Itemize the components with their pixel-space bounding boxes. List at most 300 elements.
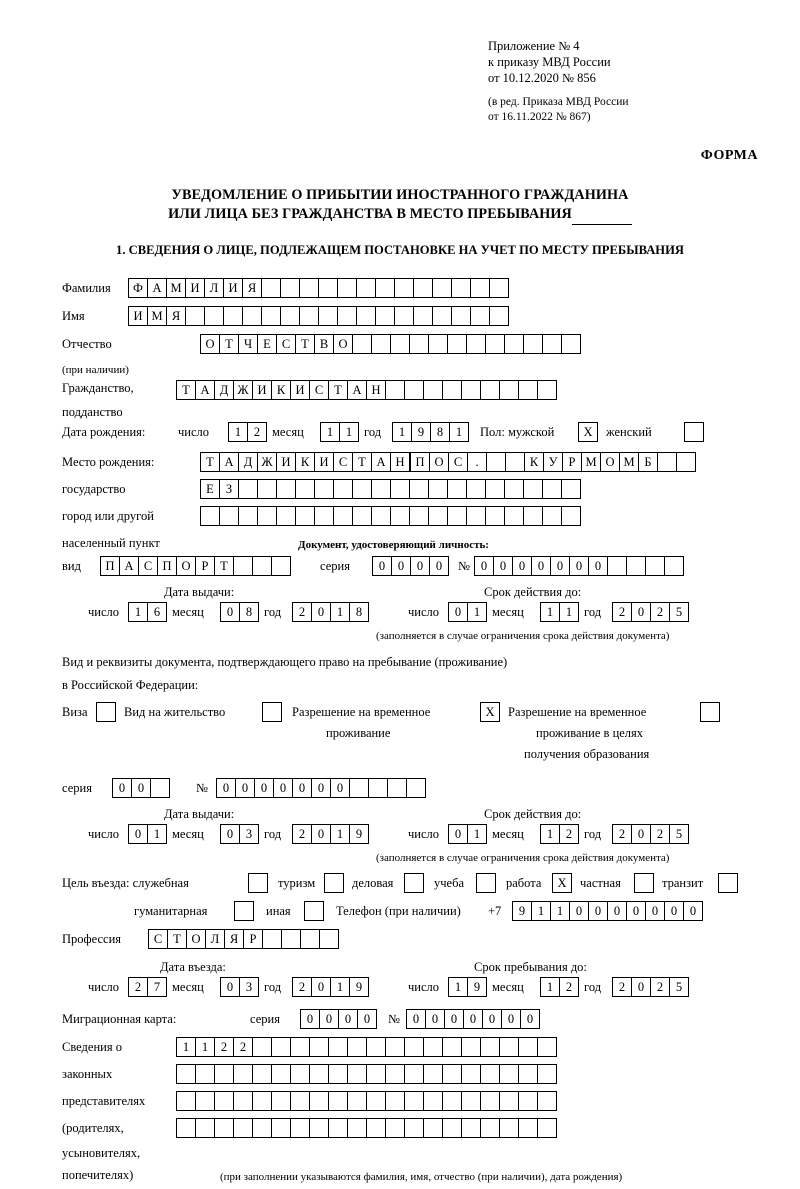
input-cell[interactable]: Т: [176, 380, 196, 400]
input-cell[interactable]: [404, 1064, 424, 1084]
input-cell[interactable]: [281, 929, 301, 949]
input-cell[interactable]: [295, 479, 315, 499]
input-cell[interactable]: [352, 479, 372, 499]
input-cell[interactable]: [328, 1091, 348, 1111]
input-cell[interactable]: [366, 1064, 386, 1084]
input-cell[interactable]: [442, 1091, 462, 1111]
input-cell[interactable]: Т: [219, 334, 239, 354]
field-entry-year[interactable]: [292, 977, 368, 997]
input-cell[interactable]: Т: [214, 556, 234, 576]
input-cell[interactable]: [537, 1091, 557, 1111]
input-cell[interactable]: [561, 334, 581, 354]
input-cell[interactable]: И: [128, 306, 148, 326]
field-purpose-humanitarian[interactable]: [234, 901, 253, 921]
input-cell[interactable]: 0: [444, 1009, 464, 1029]
field-patronymic[interactable]: [200, 334, 580, 354]
input-cell[interactable]: [375, 278, 395, 298]
input-cell[interactable]: [428, 334, 448, 354]
input-cell[interactable]: К: [271, 380, 291, 400]
input-cell[interactable]: 2: [214, 1037, 234, 1057]
input-cell[interactable]: К: [295, 452, 315, 472]
input-cell[interactable]: 5: [669, 824, 689, 844]
input-cell[interactable]: 1: [228, 422, 248, 442]
input-cell[interactable]: 3: [239, 977, 259, 997]
input-cell[interactable]: [347, 1118, 367, 1138]
input-cell[interactable]: [238, 479, 258, 499]
field-rep-line-1[interactable]: [176, 1037, 556, 1057]
input-cell[interactable]: О: [600, 452, 620, 472]
input-cell[interactable]: X: [578, 422, 598, 442]
input-cell[interactable]: [461, 1064, 481, 1084]
input-cell[interactable]: 0: [631, 824, 651, 844]
input-cell[interactable]: [461, 1091, 481, 1111]
field-birth-state[interactable]: [200, 452, 409, 472]
input-cell[interactable]: [366, 1037, 386, 1057]
input-cell[interactable]: [290, 1064, 310, 1084]
field-perm-issue-day[interactable]: [128, 824, 166, 844]
input-cell[interactable]: [542, 506, 562, 526]
input-cell[interactable]: [499, 1118, 519, 1138]
input-cell[interactable]: И: [252, 380, 272, 400]
input-cell[interactable]: [523, 506, 543, 526]
input-cell[interactable]: И: [185, 278, 205, 298]
input-cell[interactable]: 0: [406, 1009, 426, 1029]
input-cell[interactable]: [432, 278, 452, 298]
input-cell[interactable]: [489, 278, 509, 298]
input-cell[interactable]: 1: [540, 977, 560, 997]
field-perm-valid-year[interactable]: [612, 824, 688, 844]
input-cell[interactable]: [257, 506, 277, 526]
input-cell[interactable]: З: [219, 479, 239, 499]
field-birth-city-line-3[interactable]: [200, 506, 580, 526]
input-cell[interactable]: 0: [311, 602, 331, 622]
input-cell[interactable]: [442, 1064, 462, 1084]
input-cell[interactable]: 0: [631, 602, 651, 622]
input-cell[interactable]: [204, 306, 224, 326]
input-cell[interactable]: [634, 873, 654, 893]
input-cell[interactable]: 1: [195, 1037, 215, 1057]
input-cell[interactable]: [214, 1064, 234, 1084]
input-cell[interactable]: [394, 278, 414, 298]
input-cell[interactable]: [385, 1091, 405, 1111]
input-cell[interactable]: [476, 873, 496, 893]
field-mc-series[interactable]: [300, 1009, 376, 1029]
input-cell[interactable]: 2: [612, 977, 632, 997]
field-purpose-private[interactable]: [634, 873, 653, 893]
field-stay-month[interactable]: [540, 977, 578, 997]
input-cell[interactable]: [328, 1064, 348, 1084]
input-cell[interactable]: 1: [467, 602, 487, 622]
input-cell[interactable]: [328, 1037, 348, 1057]
input-cell[interactable]: [195, 1064, 215, 1084]
input-cell[interactable]: Р: [195, 556, 215, 576]
input-cell[interactable]: Т: [200, 452, 220, 472]
input-cell[interactable]: 2: [128, 977, 148, 997]
input-cell[interactable]: [333, 479, 353, 499]
input-cell[interactable]: 9: [467, 977, 487, 997]
field-doc-number[interactable]: [474, 556, 683, 576]
field-birth-day[interactable]: [228, 422, 266, 442]
field-perm-issue-month[interactable]: [220, 824, 258, 844]
input-cell[interactable]: [404, 1037, 424, 1057]
input-cell[interactable]: [423, 1064, 443, 1084]
input-cell[interactable]: [309, 1091, 329, 1111]
input-cell[interactable]: 1: [540, 602, 560, 622]
input-cell[interactable]: 0: [357, 1009, 377, 1029]
input-cell[interactable]: Т: [167, 929, 187, 949]
input-cell[interactable]: [409, 479, 429, 499]
input-cell[interactable]: [480, 1091, 500, 1111]
input-cell[interactable]: 0: [273, 778, 293, 798]
input-cell[interactable]: [309, 1064, 329, 1084]
input-cell[interactable]: С: [138, 556, 158, 576]
input-cell[interactable]: Н: [366, 380, 386, 400]
input-cell[interactable]: Ж: [257, 452, 277, 472]
input-cell[interactable]: [664, 556, 684, 576]
input-cell[interactable]: [356, 278, 376, 298]
input-cell[interactable]: [252, 1037, 272, 1057]
input-cell[interactable]: 0: [254, 778, 274, 798]
input-cell[interactable]: 0: [112, 778, 132, 798]
input-cell[interactable]: [645, 556, 665, 576]
input-cell[interactable]: [214, 1118, 234, 1138]
input-cell[interactable]: [150, 778, 170, 798]
input-cell[interactable]: О: [186, 929, 206, 949]
input-cell[interactable]: 1: [449, 422, 469, 442]
input-cell[interactable]: [356, 306, 376, 326]
input-cell[interactable]: [324, 873, 344, 893]
field-purpose-transit[interactable]: [718, 873, 737, 893]
input-cell[interactable]: 2: [559, 824, 579, 844]
input-cell[interactable]: 1: [176, 1037, 196, 1057]
input-cell[interactable]: [233, 1118, 253, 1138]
input-cell[interactable]: 0: [482, 1009, 502, 1029]
input-cell[interactable]: [314, 506, 334, 526]
input-cell[interactable]: А: [347, 380, 367, 400]
input-cell[interactable]: [537, 1064, 557, 1084]
input-cell[interactable]: 1: [531, 901, 551, 921]
input-cell[interactable]: [290, 1091, 310, 1111]
input-cell[interactable]: [542, 334, 562, 354]
input-cell[interactable]: [299, 306, 319, 326]
input-cell[interactable]: [300, 929, 320, 949]
input-cell[interactable]: С: [333, 452, 353, 472]
input-cell[interactable]: [461, 1118, 481, 1138]
field-doc-issue-day[interactable]: [128, 602, 166, 622]
input-cell[interactable]: М: [619, 452, 639, 472]
input-cell[interactable]: [349, 778, 369, 798]
input-cell[interactable]: Д: [214, 380, 234, 400]
input-cell[interactable]: С: [148, 929, 168, 949]
field-purpose-other[interactable]: [304, 901, 323, 921]
input-cell[interactable]: [271, 556, 291, 576]
input-cell[interactable]: [337, 306, 357, 326]
input-cell[interactable]: [485, 479, 505, 499]
field-doc-series[interactable]: [372, 556, 448, 576]
input-cell[interactable]: 1: [320, 422, 340, 442]
input-cell[interactable]: 0: [683, 901, 703, 921]
input-cell[interactable]: 1: [559, 602, 579, 622]
input-cell[interactable]: [371, 334, 391, 354]
input-cell[interactable]: 9: [349, 977, 369, 997]
input-cell[interactable]: Т: [295, 334, 315, 354]
field-birth-city-line-1[interactable]: [410, 452, 695, 472]
field-birth-year[interactable]: [392, 422, 468, 442]
field-purpose-service[interactable]: [248, 873, 267, 893]
input-cell[interactable]: 0: [330, 778, 350, 798]
input-cell[interactable]: С: [309, 380, 329, 400]
input-cell[interactable]: [657, 452, 677, 472]
field-mc-number[interactable]: [406, 1009, 539, 1029]
input-cell[interactable]: 0: [569, 556, 589, 576]
input-cell[interactable]: [390, 506, 410, 526]
input-cell[interactable]: [271, 1118, 291, 1138]
input-cell[interactable]: [518, 1064, 538, 1084]
input-cell[interactable]: [195, 1118, 215, 1138]
input-cell[interactable]: [480, 1118, 500, 1138]
input-cell[interactable]: [537, 1118, 557, 1138]
input-cell[interactable]: [394, 306, 414, 326]
input-cell[interactable]: [466, 479, 486, 499]
input-cell[interactable]: И: [290, 380, 310, 400]
input-cell[interactable]: И: [276, 452, 296, 472]
input-cell[interactable]: 8: [349, 602, 369, 622]
input-cell[interactable]: [423, 1037, 443, 1057]
input-cell[interactable]: 0: [569, 901, 589, 921]
input-cell[interactable]: [271, 1091, 291, 1111]
input-cell[interactable]: [280, 306, 300, 326]
input-cell[interactable]: [504, 506, 524, 526]
input-cell[interactable]: 0: [429, 556, 449, 576]
input-cell[interactable]: О: [176, 556, 196, 576]
input-cell[interactable]: П: [157, 556, 177, 576]
input-cell[interactable]: [242, 306, 262, 326]
input-cell[interactable]: 8: [239, 602, 259, 622]
input-cell[interactable]: Я: [166, 306, 186, 326]
input-cell[interactable]: 0: [550, 556, 570, 576]
input-cell[interactable]: 8: [430, 422, 450, 442]
input-cell[interactable]: 0: [531, 556, 551, 576]
input-cell[interactable]: П: [410, 452, 430, 472]
input-cell[interactable]: [432, 306, 452, 326]
input-cell[interactable]: [428, 479, 448, 499]
input-cell[interactable]: С: [276, 334, 296, 354]
input-cell[interactable]: 1: [128, 602, 148, 622]
input-cell[interactable]: 0: [520, 1009, 540, 1029]
input-cell[interactable]: [176, 1091, 196, 1111]
input-cell[interactable]: 1: [392, 422, 412, 442]
input-cell[interactable]: 0: [645, 901, 665, 921]
input-cell[interactable]: 9: [411, 422, 431, 442]
input-cell[interactable]: [718, 873, 738, 893]
input-cell[interactable]: [276, 479, 296, 499]
input-cell[interactable]: О: [333, 334, 353, 354]
input-cell[interactable]: [499, 1064, 519, 1084]
input-cell[interactable]: 0: [588, 556, 608, 576]
input-cell[interactable]: 1: [448, 977, 468, 997]
input-cell[interactable]: М: [166, 278, 186, 298]
field-edu-res-mark[interactable]: [700, 702, 719, 722]
input-cell[interactable]: 0: [220, 824, 240, 844]
input-cell[interactable]: В: [314, 334, 334, 354]
input-cell[interactable]: 0: [410, 556, 430, 576]
input-cell[interactable]: 0: [474, 556, 494, 576]
input-cell[interactable]: [195, 1091, 215, 1111]
input-cell[interactable]: [423, 1091, 443, 1111]
input-cell[interactable]: [413, 278, 433, 298]
input-cell[interactable]: [505, 452, 525, 472]
input-cell[interactable]: [176, 1064, 196, 1084]
input-cell[interactable]: 0: [391, 556, 411, 576]
input-cell[interactable]: [470, 306, 490, 326]
input-cell[interactable]: 2: [233, 1037, 253, 1057]
input-cell[interactable]: 0: [372, 556, 392, 576]
input-cell[interactable]: Е: [257, 334, 277, 354]
input-cell[interactable]: [700, 702, 720, 722]
input-cell[interactable]: [480, 1037, 500, 1057]
input-cell[interactable]: Я: [242, 278, 262, 298]
input-cell[interactable]: Л: [204, 278, 224, 298]
input-cell[interactable]: 2: [292, 602, 312, 622]
input-cell[interactable]: [319, 929, 339, 949]
input-cell[interactable]: [252, 1091, 272, 1111]
input-cell[interactable]: [470, 278, 490, 298]
input-cell[interactable]: Е: [200, 479, 220, 499]
input-cell[interactable]: [366, 1091, 386, 1111]
input-cell[interactable]: [504, 479, 524, 499]
input-cell[interactable]: 0: [220, 977, 240, 997]
input-cell[interactable]: [466, 334, 486, 354]
input-cell[interactable]: [518, 1037, 538, 1057]
input-cell[interactable]: [466, 506, 486, 526]
input-cell[interactable]: Ж: [233, 380, 253, 400]
input-cell[interactable]: [499, 1091, 519, 1111]
input-cell[interactable]: [352, 334, 372, 354]
input-cell[interactable]: 0: [448, 602, 468, 622]
input-cell[interactable]: [304, 901, 324, 921]
input-cell[interactable]: [447, 506, 467, 526]
input-cell[interactable]: [252, 1064, 272, 1084]
field-visa-mark[interactable]: [96, 702, 115, 722]
input-cell[interactable]: [318, 278, 338, 298]
input-cell[interactable]: А: [371, 452, 391, 472]
input-cell[interactable]: 6: [147, 602, 167, 622]
input-cell[interactable]: [413, 306, 433, 326]
input-cell[interactable]: Б: [638, 452, 658, 472]
input-cell[interactable]: [447, 479, 467, 499]
input-cell[interactable]: [368, 778, 388, 798]
input-cell[interactable]: 0: [588, 901, 608, 921]
input-cell[interactable]: Д: [238, 452, 258, 472]
input-cell[interactable]: А: [219, 452, 239, 472]
input-cell[interactable]: [561, 506, 581, 526]
input-cell[interactable]: [238, 506, 258, 526]
input-cell[interactable]: [499, 1037, 519, 1057]
input-cell[interactable]: [523, 334, 543, 354]
input-cell[interactable]: 7: [147, 977, 167, 997]
input-cell[interactable]: [451, 278, 471, 298]
input-cell[interactable]: Р: [562, 452, 582, 472]
input-cell[interactable]: 0: [311, 778, 331, 798]
input-cell[interactable]: 0: [493, 556, 513, 576]
input-cell[interactable]: 2: [247, 422, 267, 442]
input-cell[interactable]: [337, 278, 357, 298]
input-cell[interactable]: [280, 278, 300, 298]
input-cell[interactable]: 1: [339, 422, 359, 442]
input-cell[interactable]: 9: [349, 824, 369, 844]
field-purpose-study[interactable]: [476, 873, 495, 893]
input-cell[interactable]: 0: [501, 1009, 521, 1029]
input-cell[interactable]: О: [429, 452, 449, 472]
input-cell[interactable]: [390, 334, 410, 354]
input-cell[interactable]: [607, 556, 627, 576]
input-cell[interactable]: 2: [650, 602, 670, 622]
input-cell[interactable]: 0: [607, 901, 627, 921]
field-purpose-business[interactable]: [404, 873, 423, 893]
input-cell[interactable]: К: [524, 452, 544, 472]
input-cell[interactable]: [233, 556, 253, 576]
input-cell[interactable]: [233, 1064, 253, 1084]
input-cell[interactable]: [447, 334, 467, 354]
field-profession[interactable]: [148, 929, 338, 949]
input-cell[interactable]: [252, 1118, 272, 1138]
input-cell[interactable]: 0: [338, 1009, 358, 1029]
input-cell[interactable]: [276, 506, 296, 526]
input-cell[interactable]: [347, 1037, 367, 1057]
input-cell[interactable]: [176, 1118, 196, 1138]
input-cell[interactable]: С: [448, 452, 468, 472]
input-cell[interactable]: [318, 306, 338, 326]
input-cell[interactable]: А: [119, 556, 139, 576]
input-cell[interactable]: [461, 1037, 481, 1057]
input-cell[interactable]: [409, 506, 429, 526]
input-cell[interactable]: [366, 1118, 386, 1138]
input-cell[interactable]: Н: [390, 452, 410, 472]
input-cell[interactable]: 0: [463, 1009, 483, 1029]
input-cell[interactable]: 2: [650, 824, 670, 844]
input-cell[interactable]: [428, 506, 448, 526]
input-cell[interactable]: [234, 901, 254, 921]
input-cell[interactable]: 0: [300, 1009, 320, 1029]
input-cell[interactable]: Р: [243, 929, 263, 949]
input-cell[interactable]: 0: [626, 901, 646, 921]
input-cell[interactable]: 0: [216, 778, 236, 798]
input-cell[interactable]: 0: [631, 977, 651, 997]
input-cell[interactable]: 1: [467, 824, 487, 844]
field-rep-line-2[interactable]: [176, 1064, 556, 1084]
field-entry-month[interactable]: [220, 977, 258, 997]
input-cell[interactable]: [328, 1118, 348, 1138]
input-cell[interactable]: Л: [205, 929, 225, 949]
input-cell[interactable]: [626, 556, 646, 576]
input-cell[interactable]: Я: [224, 929, 244, 949]
input-cell[interactable]: [290, 1037, 310, 1057]
input-cell[interactable]: [290, 1118, 310, 1138]
input-cell[interactable]: [385, 1037, 405, 1057]
input-cell[interactable]: [252, 556, 272, 576]
input-cell[interactable]: [352, 506, 372, 526]
input-cell[interactable]: А: [195, 380, 215, 400]
field-temp-res-mark[interactable]: [480, 702, 499, 722]
input-cell[interactable]: [257, 479, 277, 499]
input-cell[interactable]: 2: [559, 977, 579, 997]
input-cell[interactable]: М: [147, 306, 167, 326]
input-cell[interactable]: 1: [550, 901, 570, 921]
input-cell[interactable]: [219, 506, 239, 526]
field-perm-issue-year[interactable]: [292, 824, 368, 844]
input-cell[interactable]: 0: [292, 778, 312, 798]
field-perm-number[interactable]: [216, 778, 425, 798]
